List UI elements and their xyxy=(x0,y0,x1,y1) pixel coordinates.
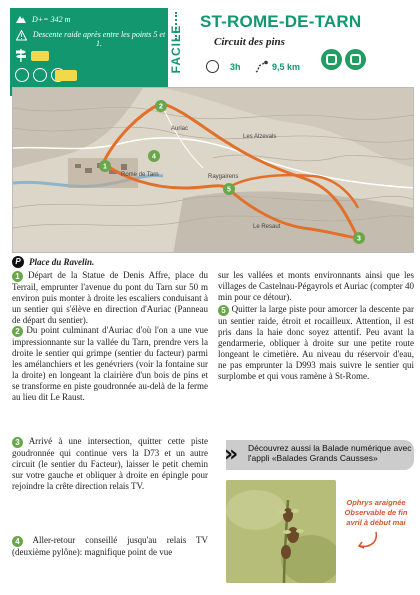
yellow-marker-icon xyxy=(55,70,77,81)
step-5 xyxy=(218,304,414,382)
digital-walk-promo[interactable] xyxy=(226,440,414,470)
curved-arrow-icon xyxy=(356,530,380,552)
map-label-resaut: Le Resaut xyxy=(253,224,281,230)
map-label-town: Rome de Tarn xyxy=(121,172,159,178)
chevron-right-icon: » xyxy=(224,442,239,467)
map-label-raygairens: Raygairens xyxy=(208,174,239,180)
route-map xyxy=(12,87,414,253)
step-4-continuation: sur les vallées et monts environnants ainsi que les villages de Castelnau-Pégayrols et Auriac (compter 40 min pour ce détour). xyxy=(218,270,414,302)
step-number: 3 xyxy=(12,437,23,448)
clock-icon xyxy=(206,60,219,73)
step-3 xyxy=(12,436,208,492)
elevation-icon xyxy=(16,14,26,24)
step-number: 5 xyxy=(218,305,229,316)
activity-icon-2 xyxy=(345,49,366,70)
difficulty-label xyxy=(166,10,186,88)
map-point-4: 4 xyxy=(152,153,156,161)
step-number: 2 xyxy=(12,326,23,337)
step-number: 1 xyxy=(12,271,23,282)
elevation-text: D+= 342 m xyxy=(32,15,71,24)
map-point-2: 2 xyxy=(159,103,163,111)
step-number: 4 xyxy=(12,536,23,547)
warning-icon xyxy=(16,30,27,41)
step-2 xyxy=(12,325,208,403)
map-point-1: 1 xyxy=(103,163,107,171)
map-point-5: 5 xyxy=(227,186,231,194)
topographic-map xyxy=(13,88,414,253)
parking-icon: P xyxy=(12,256,24,268)
step-text: Du point culminant d'Auriac d'où l'on a une vue impressionnante sur la vallée du Tarn, prendre vers la droite le sentier qui grimpe (sentier du facteur) parmi les amélanchiers et les genévriers (voir la fontaine sur la droite) en longeant la clairière d'un bois de pins et se transforme en piste goudronnée au-delà de la ferme au lieu dit Le Raust. xyxy=(12,325,209,402)
parking-line xyxy=(12,256,94,268)
info-box xyxy=(10,8,168,96)
step-text: Quitter la large piste pour amorcer la descente par un sentier raide, étroit et rocailleux. Attention, il est pris dans la haie donc soyez attentif. Peu avant la gendarmerie, obliquer à droite sur une petite route longeant le cimetière. Au niveau du réservoir d'eau, ne pas emprunter la D993 mais suivre le sentier qui surplombe et qui vous ramène à St-Rome. xyxy=(218,304,415,381)
step-1 xyxy=(12,270,208,326)
signpost-icon xyxy=(16,49,26,62)
warning-text: Descente raide après entre les points 5 et 1. xyxy=(32,30,166,48)
distance-value: 9,5 km xyxy=(272,62,301,72)
map-label-auriac: Auriac xyxy=(171,126,189,132)
photo-caption: Ophrys araignée Observable de fin avril à début mai xyxy=(344,498,408,527)
distance-icon xyxy=(254,60,268,74)
map-point-3: 3 xyxy=(357,235,361,243)
step-text: Aller-retour conseillé jusqu'au relais TV (deuxième pylône): magnifique point de vue xyxy=(12,535,208,557)
duration-value: 3h xyxy=(230,62,241,72)
hiker-icon xyxy=(15,68,29,82)
step-text: Arrivé à une intersection, quitter cette piste goudronnée qui continue vers la D73 et un autre circuit (le sentier du Facteur), laisser le petit chemin sur votre gauche et obliquer à droite en épingle pour rejoindre la crête direction relais TV. xyxy=(12,436,208,491)
page-title: ST-ROME-DE-TARN xyxy=(200,12,362,31)
route-metrics xyxy=(198,56,320,76)
trail-marker-icon xyxy=(31,51,49,61)
horse-icon xyxy=(33,68,47,82)
orchid-photo xyxy=(226,480,336,583)
map-label-alzevals: Les Alzevals xyxy=(243,134,277,140)
activity-icon-1 xyxy=(321,49,342,70)
page-subtitle: Circuit des pins xyxy=(214,36,285,48)
promo-text: Découvrez aussi la Balade numérique avec l'appli «Balades Grands Causses» xyxy=(248,443,412,463)
step-text: Départ de la Statue de Denis Affre, place du Terrail, emprunter l'avenue du pont du Tarn sur 50 m environ puis monter à droite les escaliers conduisant à un sentier qui s'élève en direction d'Auriac (Panneau de départ du sentier). xyxy=(12,270,209,325)
step-4 xyxy=(12,535,208,558)
difficulty-text: FACILE xyxy=(169,24,183,74)
parking-label: Place du Ravelin. xyxy=(29,257,95,267)
